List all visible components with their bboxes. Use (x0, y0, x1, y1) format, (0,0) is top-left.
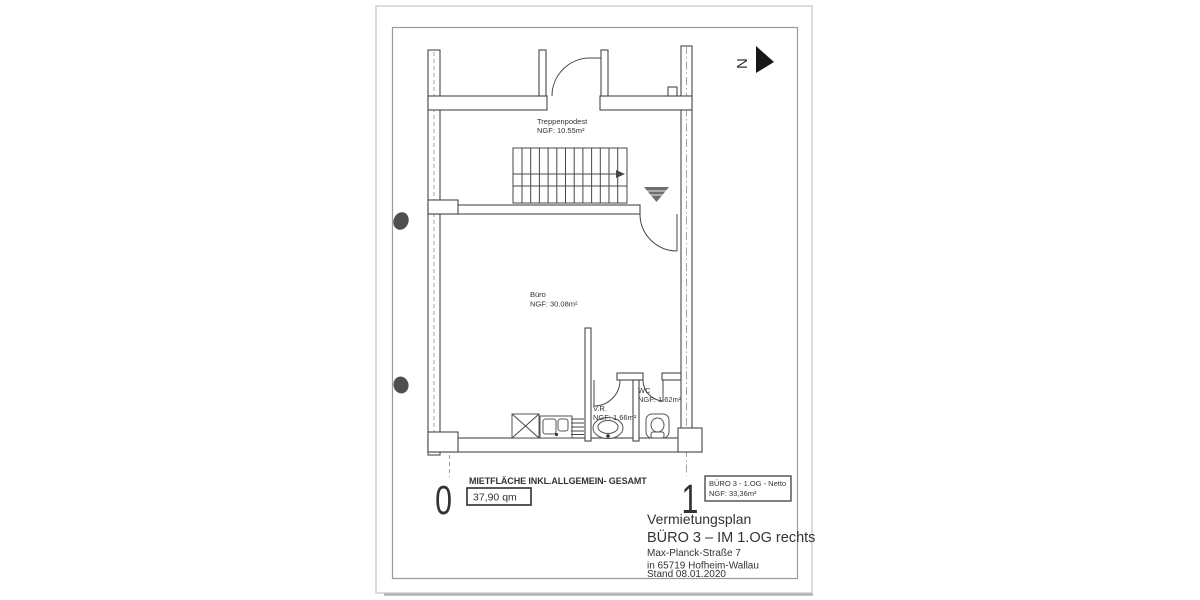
bottom-right-pier (678, 428, 702, 452)
room-area-vr: NGF: 1.66m² (593, 413, 637, 422)
room-area-treppenpodest: NGF: 10.55m² (537, 126, 585, 135)
room-label-wc: WC (638, 386, 651, 395)
middle-wall (428, 205, 640, 214)
bottom-left-pier (428, 432, 458, 452)
top-wall-stub-1 (539, 50, 546, 96)
title-city: in 65719 Hofheim-Wallau (647, 560, 759, 572)
top-wall-right (600, 96, 692, 110)
middle-wall-pier (428, 200, 458, 214)
kitchen-sink-icon (540, 416, 584, 438)
bottom-wall (428, 438, 702, 452)
vr-wc-top-wall-left (617, 373, 643, 380)
summary-label: MIETFLÄCHE INKL.ALLGEMEIN- GESAMT (469, 476, 647, 486)
top-wall-stub-2 (601, 50, 608, 96)
room-label-treppenpodest: Treppenpodest (537, 117, 588, 126)
toilet-icon (646, 414, 669, 438)
north-letter: N (734, 58, 751, 69)
scale-mark-1: 1 (681, 475, 699, 523)
room-area-buero: NGF: 30.08m² (530, 299, 578, 309)
room-label-buero: Büro (530, 290, 546, 299)
vr-wc-top-wall-right (662, 373, 681, 380)
scale-mark-0: 0 (435, 476, 452, 524)
title-plan-type: Vermietungsplan (647, 511, 752, 527)
kitchen-appliance-icon (512, 414, 539, 438)
title-unit: BÜRO 3 – IM 1.OG rechts (647, 530, 816, 546)
wall-notch (668, 87, 677, 96)
summary-total: 37,90 qm (473, 491, 517, 504)
vr-partition-wall (585, 328, 591, 441)
netto-line2: NGF: 33,36m² (709, 489, 757, 498)
netto-line1: BÜRO 3 - 1.OG - Netto (709, 479, 787, 488)
room-area-wc: NGF: 1.62m² (638, 395, 682, 404)
top-wall-left (428, 96, 547, 110)
room-label-vr: V.R. (593, 404, 607, 413)
title-date: Stand 08.01.2020 (647, 569, 726, 580)
title-street: Max-Planck-Straße 7 (647, 548, 741, 559)
